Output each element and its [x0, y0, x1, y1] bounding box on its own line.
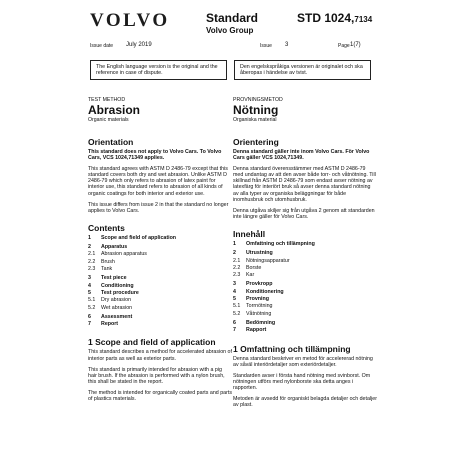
toc-item	[233, 296, 377, 303]
toc-item-text: Scope and field of application	[101, 234, 177, 241]
toc-item-number: 2	[88, 244, 91, 251]
standard-number-main: STD 1024,	[297, 11, 355, 25]
contents-heading: Contents	[88, 222, 125, 233]
toc-item-number: 2.2	[233, 264, 241, 271]
toc-item-number: 5.1	[88, 297, 96, 304]
page-title: Nötning	[233, 103, 279, 117]
toc-item-number: 5	[233, 296, 236, 303]
toc-item-text: Conditioning	[101, 282, 134, 289]
toc-item	[88, 259, 232, 266]
toc-item-number: 2	[233, 250, 236, 257]
table-of-contents	[233, 241, 377, 335]
toc-item-number: 5	[88, 289, 91, 296]
orientation-heading: Orientering	[233, 137, 279, 147]
toc-item-number: 2.3	[88, 266, 96, 273]
toc-item-number: 5.1	[233, 303, 241, 310]
toc-item-number: 2.1	[233, 257, 241, 264]
toc-item-text: Test piece	[101, 275, 127, 282]
language-notice-en: The English language version is the original and the reference in case of dispute.	[90, 60, 227, 80]
toc-item	[88, 314, 232, 321]
toc-item-number: 3	[88, 275, 91, 282]
issue-value: 3	[285, 42, 289, 48]
scope-paragraph: This standard describes a method for accelerated abrasion of interior parts as well as exterior parts.	[88, 349, 232, 362]
orientation-heading: Orientation	[88, 137, 134, 147]
toc-item	[88, 244, 232, 251]
toc-item-number: 7	[88, 321, 91, 328]
scope-paragraph: Metoden är avsedd för organiskt belagda detaljer och detaljer av plast.	[233, 395, 377, 409]
toc-item-text: Våtnötning	[246, 310, 272, 317]
toc-item-text: Report	[101, 321, 119, 328]
orientation-bold: This standard does not apply to Volvo Cars. To Volvo Cars, VCS 1024,71349 applies.	[88, 149, 222, 162]
scope-paragraph: The method is intended for organically coated parts and parts of plastics materials.	[88, 389, 232, 402]
toc-item-number: 2.2	[88, 258, 96, 265]
toc-item	[88, 283, 232, 290]
volvo-logo: VOLVO	[90, 10, 170, 31]
toc-item	[88, 305, 232, 312]
swedish-column	[233, 97, 377, 413]
toc-item	[88, 321, 232, 328]
toc-item-number: 2.1	[88, 251, 96, 258]
toc-item	[233, 311, 377, 318]
toc-item-number: 4	[233, 288, 236, 295]
toc-item-text: Apparatus	[101, 244, 128, 251]
toc-item	[233, 327, 377, 334]
page-subtitle: Organic materials	[88, 117, 129, 123]
toc-item-number: 1	[88, 234, 91, 241]
toc-item-text: Borste	[246, 264, 262, 271]
toc-item	[88, 297, 232, 304]
orientation-paragraph: Denna utgåva skiljer sig från utgåva 2 genom att standarden inte längre gäller för Volvo Cars.	[233, 207, 375, 220]
toc-item-text: Kar	[246, 272, 255, 279]
toc-item	[233, 250, 377, 257]
standard-subtitle: Volvo Group	[206, 26, 254, 35]
toc-item-number: 7	[233, 327, 236, 334]
standard-number	[297, 12, 372, 26]
toc-item	[233, 272, 377, 279]
toc-item-number: 6	[88, 313, 91, 320]
toc-item-number: 6	[233, 319, 236, 326]
toc-item-text: Omfattning och tillämpning	[246, 240, 315, 247]
toc-item	[233, 320, 377, 327]
toc-item-text: Dry abrasion	[101, 297, 132, 304]
toc-item	[88, 275, 232, 282]
contents-heading: Innehåll	[233, 228, 266, 239]
toc-item	[233, 265, 377, 272]
toc-item-text: Utrustning	[246, 250, 273, 257]
page-label: Page	[338, 43, 350, 49]
page-title: Abrasion	[88, 103, 141, 117]
toc-item-number: 3	[233, 281, 236, 288]
toc-item-text: Konditionering	[246, 288, 284, 295]
toc-item-text: Assessment	[101, 313, 133, 320]
orientation-bold: Denna standard gäller inte inom Volvo Cars. För Volvo Cars gäller VCS 1024,71349.	[233, 149, 370, 162]
scope-heading: 1 Scope and field of application	[88, 337, 216, 348]
orientation-paragraph: This standard agrees with ASTM D 2486-79 except that this standard covers both dry and wet abrasion. Unlike ASTM D 2486-79 which only refers to abrasion of latex paint for interior use, this standard refers to abrasion of all kinds of organic coatings for both interior and exterior use.	[88, 166, 228, 197]
scope-heading: 1 Omfattning och tillämpning	[233, 343, 351, 354]
toc-item-number: 5.2	[233, 310, 241, 317]
toc-item-number: 1	[233, 240, 236, 247]
toc-item-text: Torrnötning	[246, 303, 273, 310]
english-column	[88, 97, 232, 407]
method-label: TEST METHOD	[88, 97, 126, 103]
table-of-contents	[88, 235, 232, 329]
issue-label: Issue	[260, 43, 272, 49]
language-notice-sv: Den engelskspråkiga versionen är originalet och ska åberopas i händelse av tvist.	[234, 60, 371, 80]
toc-item	[233, 241, 377, 248]
standard-title: Standard	[206, 11, 259, 25]
toc-item-text: Provning	[246, 296, 269, 303]
toc-item-text: Tank	[101, 266, 113, 273]
toc-item-number: 4	[88, 282, 91, 289]
toc-item-text: Wet abrasion	[101, 304, 133, 311]
toc-item	[233, 281, 377, 288]
toc-item-text: Brush	[101, 258, 115, 265]
scope-paragraph: Denna standard beskriver en metod för accelererad nötning av såväl interiördetaljer som exteriördetaljer.	[233, 355, 373, 368]
method-label: PROVNINGSMETOD	[233, 97, 283, 103]
toc-item	[233, 289, 377, 296]
orientation-paragraph: Denna standard överensstämmer med ASTM D 2486-79 med undantag av att den avser både torr- och våtnötning. Till skillnad från ASTM D 2486-79 som endast avser nötning av latexfärg för interiört bruk så avser denna standard nötning av alla typer av organiska beläggningar för både inomhusbruk och utomhusbruk.	[233, 166, 376, 203]
toc-item-text: Abrasion apparatus	[101, 251, 147, 258]
toc-item-number: 5.2	[88, 304, 96, 311]
toc-item	[88, 266, 232, 273]
issue-date: July 2019	[126, 42, 152, 48]
scope-paragraph: This standard is primarily intended for abrasion with a pig hair brush. If the abrasion is performed with a nylon brush, this shall be stated in the report.	[88, 366, 225, 385]
toc-item	[88, 290, 232, 297]
standard-number-suffix: 7134	[354, 15, 373, 24]
issue-date-label: Issue date	[90, 43, 114, 49]
page-value: 1(7)	[350, 42, 361, 48]
toc-item	[233, 258, 377, 265]
toc-item	[233, 303, 377, 310]
toc-item-number: 2.3	[233, 272, 241, 279]
toc-item	[88, 251, 232, 258]
orientation-paragraph: This issue differs from issue 2 in that the standard no longer applies to Volvo Cars.	[88, 201, 229, 214]
toc-item	[88, 235, 232, 242]
toc-item-text: Rapport	[246, 327, 267, 334]
toc-item-text: Nötningsapparatur	[246, 257, 290, 264]
toc-item-text: Test procedure	[101, 289, 139, 296]
toc-item-text: Provkropp	[246, 281, 273, 288]
scope-paragraph: Standarden avser i första hand nötning med svinborst. Om nötningen utförs med nylonborste ska detta anges i rapporten.	[233, 372, 371, 391]
page-subtitle: Organiska material	[233, 117, 277, 123]
toc-item-text: Bedömning	[246, 319, 276, 326]
